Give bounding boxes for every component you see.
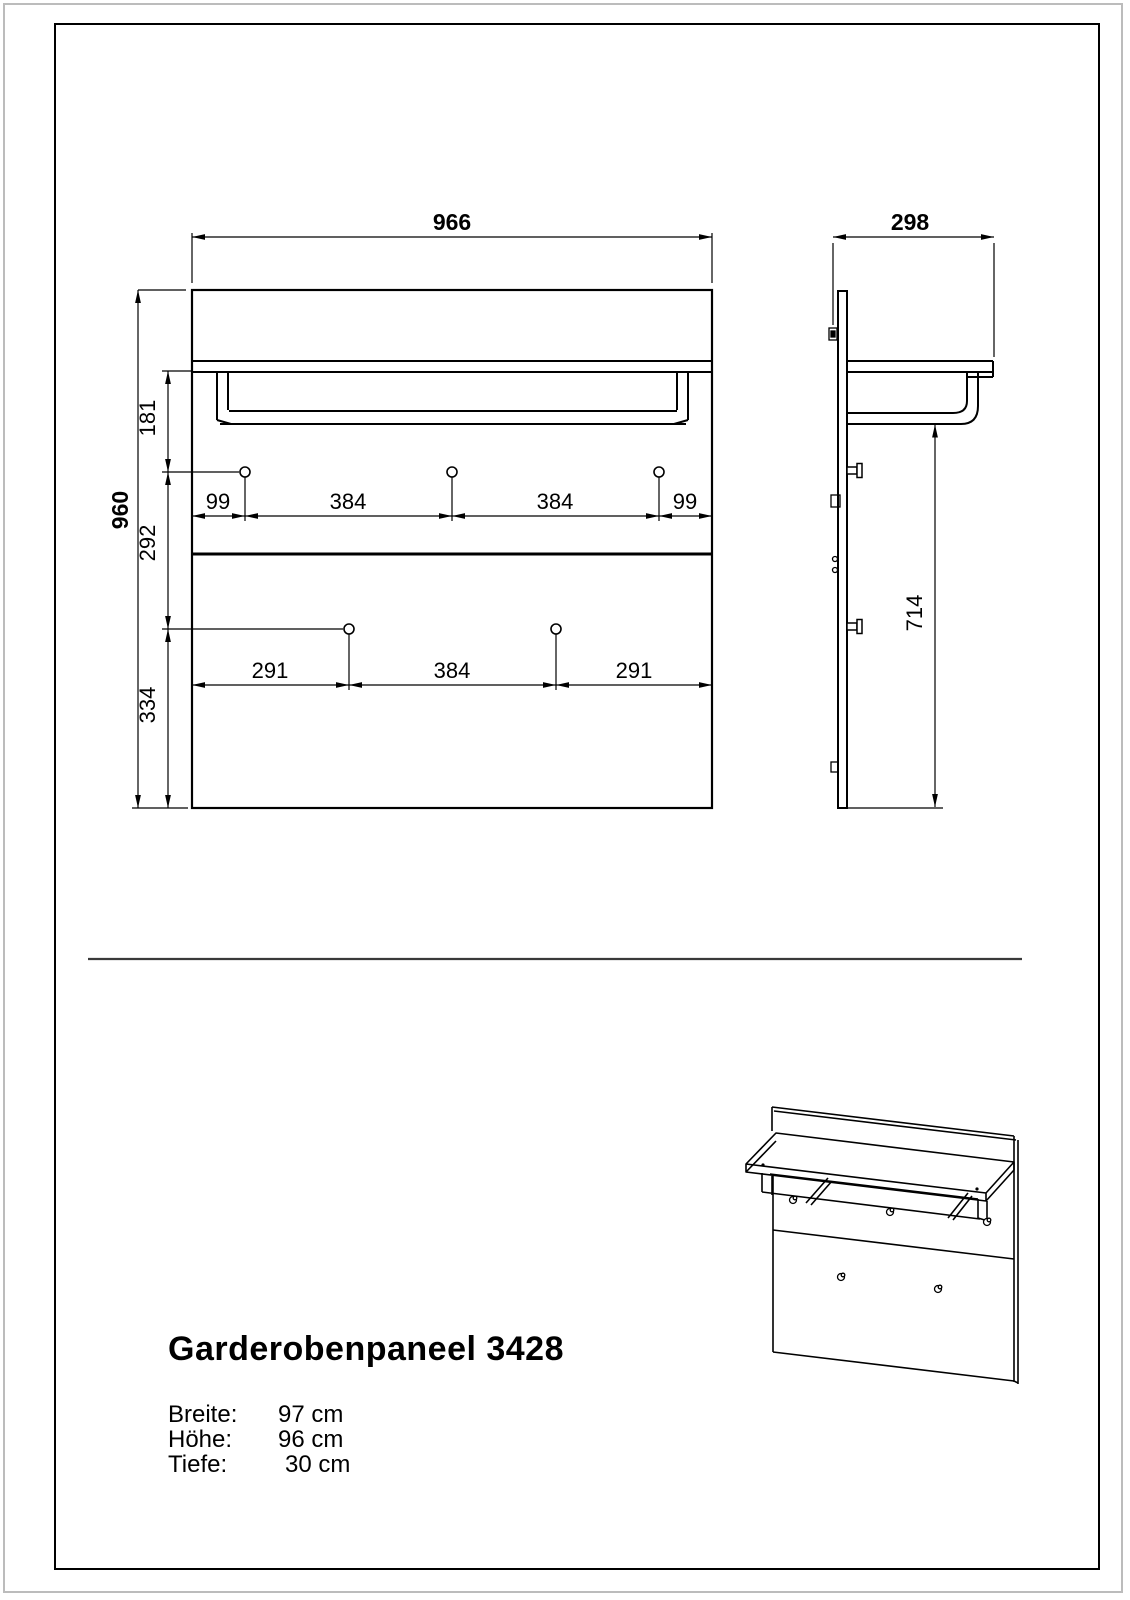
front-view-dimensions [132, 233, 712, 808]
dim-row1-b: 384 [329, 489, 367, 514]
dim-rail-hang-height: 714 [902, 594, 927, 632]
clothes-rail-side [848, 372, 978, 424]
dim-hookrow2-to-bottom: 334 [135, 686, 160, 724]
spec-label: Höhe: [168, 1426, 233, 1453]
dim-row2-b: 384 [433, 658, 471, 683]
spec-row-depth [168, 1452, 350, 1477]
iso-shelf-screw-dot [975, 1187, 978, 1190]
shelf-side [847, 361, 993, 377]
spec-value: 30 cm [285, 1451, 351, 1478]
spec-value: 97 cm [278, 1401, 344, 1428]
panel-front-outline [192, 290, 712, 808]
dim-row2-a: 291 [251, 658, 289, 683]
iso-hook-row-2 [838, 1273, 942, 1292]
clothes-rail-front [217, 372, 688, 424]
panel-side-outline [838, 291, 847, 808]
product-title: Garderobenpaneel 3428 [168, 1330, 565, 1368]
side-view-dimensions [833, 237, 994, 808]
spec-row-height [168, 1427, 350, 1452]
dim-row1-d: 99 [672, 489, 698, 514]
dim-overall-width: 966 [432, 209, 472, 235]
isometric-view [746, 1107, 1018, 1384]
hook-row-1 [240, 467, 664, 521]
dim-row1-a: 99 [205, 489, 231, 514]
shelf-front-edges [192, 361, 712, 372]
iso-back-panel [772, 1107, 1018, 1384]
front-view [107, 209, 712, 808]
dim-hookrow1-to-hookrow2: 292 [135, 524, 160, 562]
iso-shelf-screw-dot [761, 1163, 764, 1166]
dim-row2-c: 291 [615, 658, 653, 683]
hook-pegs-side [847, 464, 862, 634]
spec-value: 96 cm [278, 1426, 344, 1453]
iso-shelf [746, 1133, 1014, 1201]
spec-row-width [168, 1402, 350, 1427]
iso-board-seam [773, 1230, 1014, 1259]
spec-list [168, 1402, 350, 1477]
spec-label: Tiefe: [168, 1451, 228, 1478]
dim-row1-c: 384 [536, 489, 574, 514]
dim-overall-height: 960 [107, 490, 133, 530]
side-view [829, 209, 994, 808]
dim-shelf-to-hookrow1: 181 [135, 399, 160, 437]
spec-label: Breite: [168, 1401, 238, 1428]
dim-depth: 298 [890, 209, 930, 235]
